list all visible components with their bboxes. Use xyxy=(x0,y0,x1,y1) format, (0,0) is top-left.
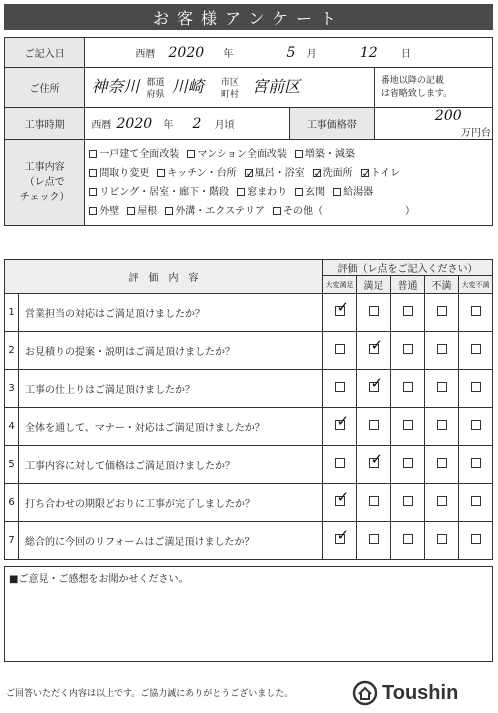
price-value: 200 xyxy=(434,108,462,124)
period-label: 工事時期 xyxy=(5,108,85,140)
rating-checkbox-icon[interactable] xyxy=(403,534,413,544)
form-title: お客様アンケート xyxy=(4,4,493,30)
rating-checkbox-icon[interactable] xyxy=(369,382,379,392)
rating-checkbox-icon[interactable] xyxy=(437,458,447,468)
content-option[interactable] xyxy=(333,183,373,202)
checkbox-icon[interactable] xyxy=(361,169,369,177)
question-row xyxy=(5,446,493,484)
content-option[interactable] xyxy=(89,145,179,164)
date-month: 5 xyxy=(286,44,296,61)
other-close-paren: ） xyxy=(405,205,416,217)
content-option-label: 屋根 xyxy=(137,205,158,217)
content-option-label: 給湯器 xyxy=(343,186,374,198)
house-logo-icon xyxy=(352,680,378,706)
question-row xyxy=(5,408,493,446)
question-text: 打ち合わせの期限どおりに工事が完了しましたか？ xyxy=(19,484,323,522)
evaluation-table xyxy=(4,259,493,560)
question-number: 5 xyxy=(5,446,19,484)
question-text: お見積りの提案・説明はご満足頂けましたか？ xyxy=(19,332,323,370)
content-option-label: 洗面所 xyxy=(322,167,353,179)
date-day-unit: 日 xyxy=(400,48,411,60)
question-text: 工事内容に対して価格はご満足頂けましたか？ xyxy=(19,446,323,484)
rating-checkbox-icon[interactable] xyxy=(335,344,345,354)
rating-checkbox-icon[interactable] xyxy=(335,420,345,430)
question-number: 6 xyxy=(5,484,19,522)
rating-checkbox-icon[interactable] xyxy=(369,344,379,354)
rating-checkbox-icon[interactable] xyxy=(471,382,481,392)
content-label: 工事内容 （レ点で チェック） xyxy=(5,140,85,226)
checkbox-icon[interactable] xyxy=(89,188,97,196)
rating-checkbox-icon[interactable] xyxy=(437,306,447,316)
rating-checkbox-icon[interactable] xyxy=(403,306,413,316)
period-month-unit: 月頃 xyxy=(214,119,235,131)
logo-text: Toushin xyxy=(382,681,459,704)
content-option-label: 外溝・エクステリア xyxy=(175,205,266,217)
city-suffix-b: 町村 xyxy=(220,90,239,100)
date-year-unit: 年 xyxy=(223,48,234,60)
rating-checkbox-icon[interactable] xyxy=(437,534,447,544)
rating-column-header: 普通 xyxy=(391,276,425,294)
content-option-label: リビング・居室・廊下・階段 xyxy=(99,186,230,198)
rating-checkbox-icon[interactable] xyxy=(369,306,379,316)
eval-header: 評 価 内 容 xyxy=(5,260,323,294)
content-option-label: キッチン・台所 xyxy=(167,167,237,179)
rating-checkbox-icon[interactable] xyxy=(335,496,345,506)
checkbox-icon[interactable] xyxy=(89,169,97,177)
address-label: ご住所 xyxy=(5,68,85,108)
address-prefecture: 神奈川 xyxy=(91,77,140,96)
address-field[interactable] xyxy=(85,68,375,108)
address-ward: 宮前区 xyxy=(252,77,301,96)
rating-checkbox-icon[interactable] xyxy=(369,420,379,430)
price-field[interactable] xyxy=(374,108,492,140)
content-option[interactable] xyxy=(295,183,325,202)
rating-checkbox-icon[interactable] xyxy=(369,458,379,468)
checkbox-icon[interactable] xyxy=(89,150,97,158)
rating-column-header: 不満 xyxy=(425,276,459,294)
content-option-label: 間取り変更 xyxy=(99,167,150,179)
rating-checkbox-icon[interactable] xyxy=(335,534,345,544)
period-year: 2020 xyxy=(116,115,153,132)
rating-checkbox-icon[interactable] xyxy=(403,382,413,392)
rating-header: 評価（レ点をご記入ください） xyxy=(323,260,493,276)
rating-column-header: 大変満足 xyxy=(323,276,357,294)
pref-suffix-a: 都道 xyxy=(146,78,165,88)
checkbox-icon[interactable] xyxy=(313,169,321,177)
question-row xyxy=(5,332,493,370)
rating-checkbox-icon[interactable] xyxy=(437,420,447,430)
question-number: 4 xyxy=(5,408,19,446)
rating-checkbox-icon[interactable] xyxy=(335,458,345,468)
content-option[interactable] xyxy=(89,164,149,183)
rating-checkbox-icon[interactable] xyxy=(437,496,447,506)
content-option-label: 増築・減築 xyxy=(304,148,355,160)
rating-checkbox-icon[interactable] xyxy=(335,382,345,392)
question-row xyxy=(5,522,493,560)
rating-checkbox-icon[interactable] xyxy=(471,344,481,354)
date-day: 12 xyxy=(359,44,378,61)
question-number: 3 xyxy=(5,370,19,408)
comment-box[interactable] xyxy=(4,566,493,662)
date-field[interactable] xyxy=(85,38,493,68)
rating-checkbox-icon[interactable] xyxy=(403,420,413,430)
checkbox-icon[interactable] xyxy=(295,150,303,158)
question-number: 7 xyxy=(5,522,19,560)
content-option[interactable] xyxy=(237,183,287,202)
rating-column-header: 大変不満 xyxy=(459,276,493,294)
date-month-unit: 月 xyxy=(306,48,317,60)
content-option[interactable] xyxy=(89,202,119,221)
rating-checkbox-icon[interactable] xyxy=(403,496,413,506)
customer-info-table xyxy=(4,37,493,226)
content-option-label: 一戸建て全面改装 xyxy=(99,148,180,160)
address-note-2: は省略致します。 xyxy=(380,88,453,99)
content-option[interactable] xyxy=(89,183,229,202)
period-era: 西暦 xyxy=(91,119,112,131)
pref-suffix-b: 府県 xyxy=(146,90,165,100)
date-era: 西暦 xyxy=(135,48,156,60)
content-option[interactable] xyxy=(313,164,353,183)
content-option[interactable] xyxy=(273,202,323,221)
content-option[interactable] xyxy=(157,164,236,183)
content-option-label: その他（ xyxy=(283,205,324,217)
content-option[interactable] xyxy=(187,145,287,164)
footer-note: ご回答いただく内容は以上です。ご協力誠にありがとうございました。 xyxy=(6,689,294,699)
rating-checkbox-icon[interactable] xyxy=(437,382,447,392)
content-option[interactable] xyxy=(295,145,355,164)
rating-checkbox-icon[interactable] xyxy=(335,306,345,316)
rating-checkbox-icon[interactable] xyxy=(403,344,413,354)
content-option[interactable] xyxy=(127,202,157,221)
rating-checkbox-icon[interactable] xyxy=(403,458,413,468)
content-option-label: マンション全面改装 xyxy=(197,148,287,160)
rating-checkbox-icon[interactable] xyxy=(369,534,379,544)
company-logo xyxy=(352,680,458,706)
question-number: 2 xyxy=(5,332,19,370)
content-options xyxy=(85,140,493,226)
address-note-1: 番地以降の記載 xyxy=(380,75,444,86)
content-option-label: 外壁 xyxy=(99,205,120,217)
date-label: ご記入日 xyxy=(5,38,85,68)
price-unit: 万円台 xyxy=(460,128,491,139)
content-option-label: 窓まわり xyxy=(247,186,288,198)
checkbox-icon[interactable] xyxy=(273,207,281,215)
question-row xyxy=(5,484,493,522)
question-number: 1 xyxy=(5,294,19,332)
content-option-label: トイレ xyxy=(370,167,401,179)
rating-checkbox-icon[interactable] xyxy=(471,420,481,430)
checkbox-icon[interactable] xyxy=(89,207,97,215)
checkbox-icon[interactable] xyxy=(245,169,253,177)
content-option-label: 風呂・浴室 xyxy=(254,167,305,179)
content-option[interactable] xyxy=(245,164,305,183)
question-text: 営業担当の対応はご満足頂けましたか？ xyxy=(19,294,323,332)
rating-checkbox-icon[interactable] xyxy=(471,458,481,468)
question-row xyxy=(5,294,493,332)
rating-checkbox-icon[interactable] xyxy=(437,344,447,354)
checkbox-icon[interactable] xyxy=(187,150,195,158)
period-month: 2 xyxy=(192,115,202,132)
checkbox-icon[interactable] xyxy=(333,188,341,196)
city-suffix-a: 市区 xyxy=(220,78,239,88)
question-text: 総合的に今回のリフォームはご満足頂けましたか？ xyxy=(19,522,323,560)
question-text: 全体を通して、マナー・対応はご満足頂けましたか？ xyxy=(19,408,323,446)
rating-column-header: 満足 xyxy=(357,276,391,294)
address-city: 川崎 xyxy=(171,77,204,96)
date-year: 2020 xyxy=(168,44,205,61)
checkbox-icon[interactable] xyxy=(295,188,303,196)
price-label: 工事価格帯 xyxy=(289,108,374,140)
question-row xyxy=(5,370,493,408)
comment-label: ■ご意見・ご感想をお聞かせください。 xyxy=(9,574,189,585)
question-text: 工事の仕上りはご満足頂けましたか？ xyxy=(19,370,323,408)
content-option[interactable] xyxy=(361,164,401,183)
checkbox-icon[interactable] xyxy=(127,207,135,215)
content-option[interactable] xyxy=(165,202,265,221)
checkbox-icon[interactable] xyxy=(157,169,165,177)
checkbox-icon[interactable] xyxy=(237,188,245,196)
checkbox-icon[interactable] xyxy=(165,207,173,215)
content-option-label: 玄関 xyxy=(305,186,326,198)
rating-checkbox-icon[interactable] xyxy=(471,496,481,506)
rating-checkbox-icon[interactable] xyxy=(471,306,481,316)
period-field[interactable] xyxy=(85,108,289,140)
rating-checkbox-icon[interactable] xyxy=(369,496,379,506)
rating-checkbox-icon[interactable] xyxy=(471,534,481,544)
period-year-unit: 年 xyxy=(163,119,174,131)
